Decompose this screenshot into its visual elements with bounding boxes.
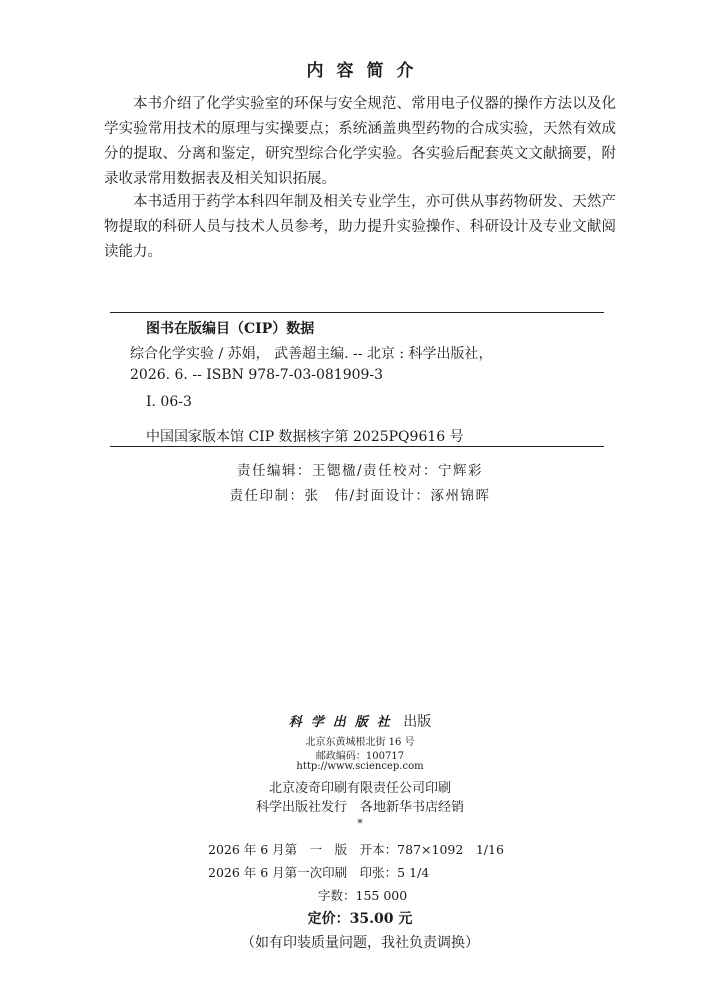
publisher-address: 北京东黄城根北街 16 号: [305, 737, 415, 748]
price: 定价：35.00 元: [307, 911, 413, 927]
cip-line-4: 中国国家版本馆 CIP 数据核字第 2025PQ9616 号: [146, 429, 464, 445]
cip-heading: 图书在版编目（CIP）数据: [146, 321, 315, 337]
summary-paragraph-2: 本书适用于药学本科四年制及相关专业学生，亦可供从事药物研发、天然产物提取的科研人员与技术人员参考，助力提升实验操作、科研设计及专业文献阅读能力。: [104, 194, 616, 260]
summary-paragraph-1: 本书介绍了化学实验室的环保与安全规范、常用电子仪器的操作方法以及化学实验常用技术的原理与实操要点；系统涵盖典型药物的合成实验，天然有效成分的提取、分离和鉴定，研究型综合化学实验。各实验后配套英文文献摘要，附录收录常用数据表及相关知识拓展。: [104, 96, 616, 187]
cip-line-3: Ⅰ. 06-3: [146, 394, 192, 410]
credits-editors: 责任编辑：王锶楹/责任校对：宁辉彩: [236, 463, 484, 479]
publisher-website: http://www.sciencep.com: [296, 761, 424, 772]
quality-note: （如有印装质量问题，我社负责调换）: [241, 935, 479, 951]
publisher-suffix: 出版: [403, 714, 432, 730]
printing-info: 2026 年 6 月第一次印刷 印张：5 1/4: [208, 865, 430, 880]
separator-star: *: [357, 817, 363, 830]
cip-top-rule: [110, 312, 604, 313]
printer-info: 北京凌奇印刷有限责任公司印刷: [268, 781, 451, 796]
publisher-line: [0, 711, 720, 731]
distribution-info: 科学出版社发行 各地新华书店经销: [255, 800, 464, 815]
cip-line-1: 综合化学实验 / 苏娟， 武善超主编. -- 北京 : 科学出版社，: [130, 346, 493, 362]
edition-info: 2026 年 6 月第 一 版 开本：787×1092 1/16: [208, 842, 504, 857]
word-count: 字数：155 000: [318, 888, 408, 903]
credits-production: 责任印制：张 伟/封面设计：涿州锦晖: [229, 488, 491, 504]
publisher-logo: 科学出版社: [288, 715, 399, 730]
cip-bottom-rule: [110, 446, 604, 447]
publisher-postcode: 邮政编码：100717: [315, 751, 405, 762]
cip-line-2: 2026. 6. -- ISBN 978-7-03-081909-3: [130, 367, 384, 383]
summary-title: 内容简介: [306, 61, 427, 81]
